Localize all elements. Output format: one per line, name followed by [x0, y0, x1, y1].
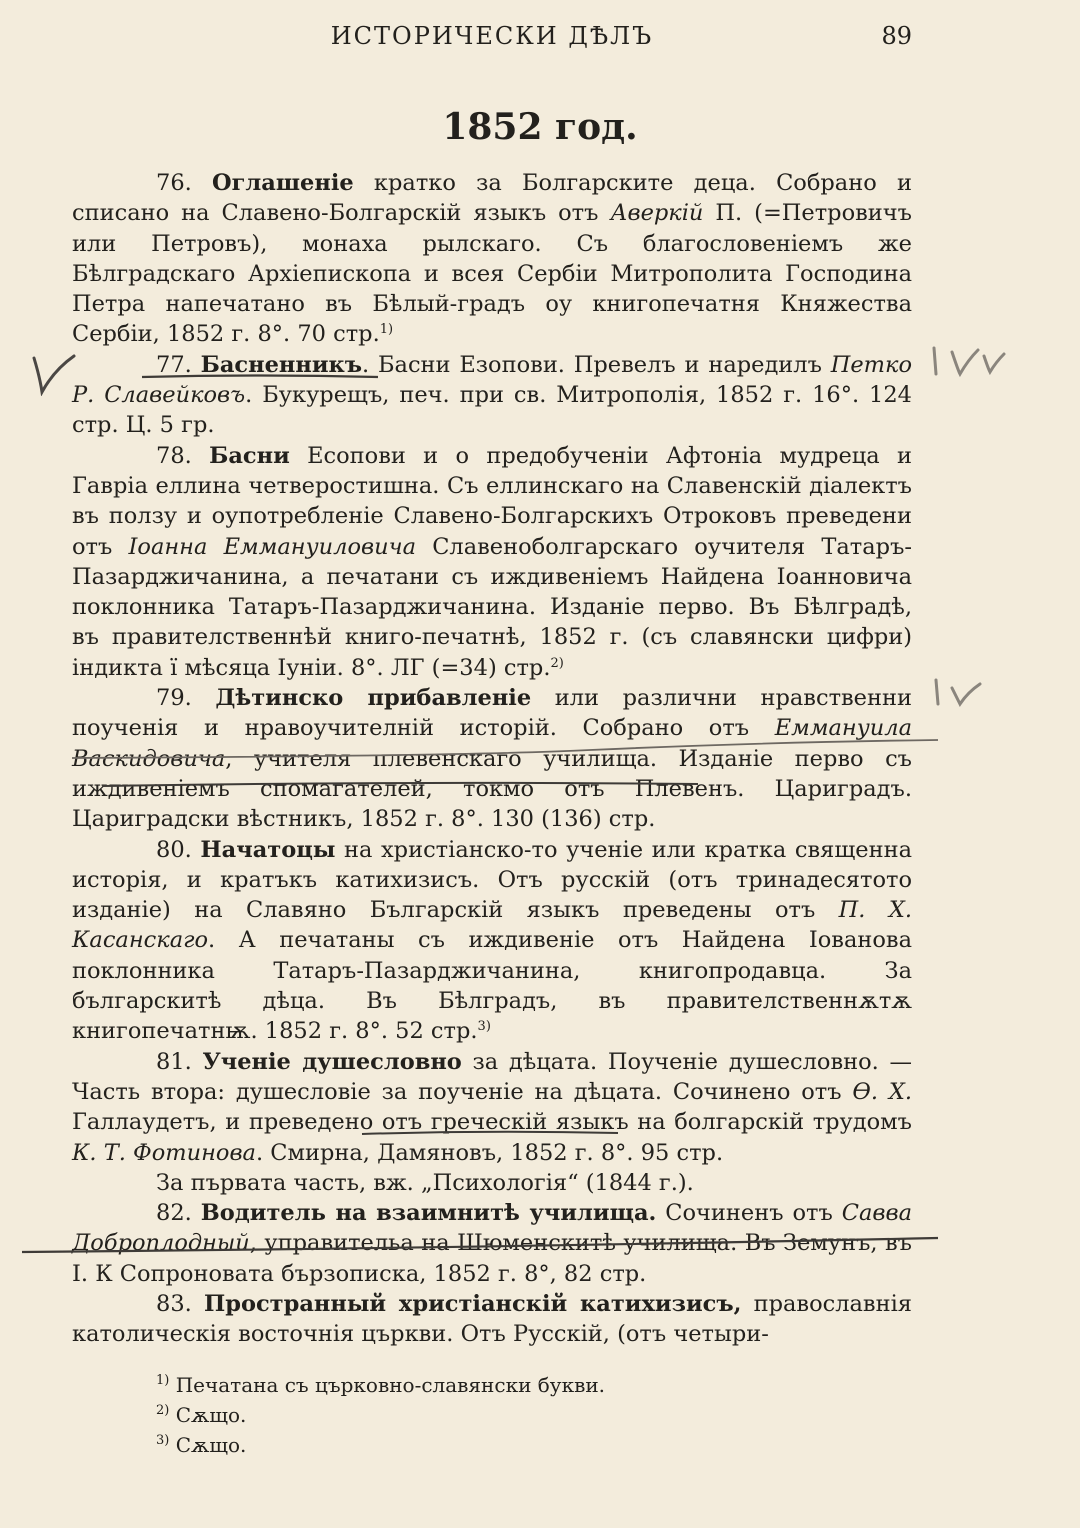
entry-number: 78.: [156, 442, 192, 469]
entry-81-note: За първата часть, вж. „Психологія“ (1844 г.).: [156, 1169, 694, 1196]
entry-text: Славеноболгарскаго оучителя Татаръ-Пазарджичанина, а печатани съ иждивеніемъ Найдена Іоанновича поклонника Татаръ-Пазарджичанина. Изданіе перво. Въ Бѣлградѣ, въ правителственнѣй книго-печатнѣ, 1852 г. (съ славянски цифри) індикта ї мѣсяца Іуніи. 8°. ЛГ (=34) стр.: [72, 533, 912, 681]
entry-text: . Смирна, Дамяновъ, 1852 г. 8°. 95 стр.: [255, 1139, 724, 1166]
footnote-ref: 2): [550, 655, 564, 671]
entry-title: Басненникъ: [200, 351, 363, 378]
entry-text: Есопови и о предобученіи Афтоніа мудреца и Гавріа еллина четверостишна. Съ еллинскаго на Славенскій діалектъ въ ползу и оупотребленіе Славено-Болгарскихъ Отроковъ преведени отъ: [72, 442, 912, 560]
entry-author: К. Т. Фотинова: [72, 1139, 256, 1166]
entry-76: [72, 168, 912, 350]
entry-number: 81.: [156, 1048, 192, 1075]
pencil-tick-marks-icon: [930, 676, 990, 710]
entry-text: , управительа на Шюменскитѣ училища. Въ Земунъ, въ І. К Сопроновата бързописка, 1852 г. 8°, 82 стр.: [72, 1230, 912, 1287]
pencil-underline-icon: [70, 736, 940, 762]
footnote-text: Сѫщо.: [175, 1433, 247, 1457]
footnote-1: [156, 1370, 916, 1400]
entry-number: 82.: [156, 1200, 192, 1227]
entry-title: Водитель на взаимнитѣ училища.: [200, 1200, 657, 1227]
page-header: [72, 20, 912, 60]
footnotes: [156, 1370, 916, 1460]
pencil-underline-icon: [360, 1128, 620, 1140]
entry-text: или различни нравственни поученія и нравоучителній исторій. Собрано отъ: [72, 685, 912, 742]
entry-number: 80.: [156, 836, 192, 863]
entry-78: [72, 441, 912, 683]
entry-title: Дѣтинско прибавленіе: [215, 685, 532, 712]
entry-author: Савва Доброплодный: [72, 1200, 912, 1257]
entry-number: 76.: [156, 170, 192, 196]
entry-author: Еммануила Васкидовича: [72, 715, 912, 772]
footnote-ref: 1): [379, 322, 394, 338]
footnote-ref: 3): [477, 1019, 491, 1035]
entry-number: 79.: [156, 685, 192, 712]
pencil-tick-marks-icon: [928, 344, 1008, 380]
entry-author: П. Х. Касанскаго: [72, 897, 912, 954]
pencil-underline-icon: [20, 1234, 940, 1256]
page-number: 89: [881, 22, 912, 50]
entry-title: Оглашеніе: [212, 170, 354, 196]
entry-text: . А печатаны съ иждивеніе отъ Найдена Іованова поклонника Татаръ-Пазарджичанина, книгопродавца. За българскитѣ дѣца. Въ Бѣлградъ, въ правителственнѫтѫ книгопечатнѭ. 1852 г. 8°. 52 стр.: [72, 927, 912, 1045]
pencil-underline-icon: [140, 372, 380, 382]
entry-text: . Букурещъ, печ. при св. Митрополія, 1852 г. 16°. 124 стр. Ц. 5 гр.: [72, 382, 912, 439]
footnote-2: [156, 1400, 916, 1430]
footnote-mark: 1): [156, 1373, 170, 1388]
footnote-mark: 2): [156, 1403, 170, 1418]
entry-77: [72, 350, 912, 441]
running-title: ИСТОРИЧЕСКИ ДѢЛЪ: [330, 22, 654, 50]
footnote-3: [156, 1430, 916, 1460]
entry-number: 83.: [156, 1290, 192, 1317]
footnote-mark: 3): [156, 1433, 170, 1448]
entry-author: Ѳ. Х.: [852, 1078, 913, 1105]
entry-text: за дѣцата. Поученіе душесловно. — Часть втора: душесловіе за поученіе на дѣцата. Сочинено отъ: [72, 1048, 913, 1105]
entry-title: Начатоцы: [200, 836, 336, 863]
entry-title: Ученіе душесловно: [202, 1048, 462, 1075]
entry-title: Пространный христіанскій катихизисъ,: [203, 1290, 742, 1317]
entry-text: Сочиненъ отъ: [656, 1200, 842, 1227]
pencil-strikethrough-icon: [100, 778, 700, 790]
entry-80: [72, 835, 912, 1047]
entry-text: , учителя плевенскаго училища. Изданіе перво съ иждивеніемъ спомагателей, токмо отъ Плевенъ. Цариградъ. Цариградски вѣстникъ, 1852 г. 8°. 130 (136) стр.: [72, 745, 912, 833]
entry-text: на христіанско-то ученіе или кратка священна исторія, и кратъкъ катихизисъ. Отъ русскій (отъ тринадесятото изданіе) на Славяно Българскій языкъ преведены отъ: [72, 836, 912, 924]
pencil-checkmark-icon: [30, 352, 80, 396]
entry-text: кратко за Болгарските деца. Собрано и списано на Славено-Болгарскій языкъ отъ: [72, 170, 912, 227]
entry-text: Галлаудетъ, и преведено отъ греческій языкъ на болгарскій трудомъ: [72, 1109, 912, 1136]
year-heading: 1852 год.: [442, 106, 638, 148]
entry-author: Петко Р. Славейковъ: [72, 351, 912, 409]
entry-text: П. (=Петровичъ или Петровъ), монаха рылскаго. Съ благословеніемъ же Бѣлградскаго Архіепископа и всея Сербіи Митрополита Господина Петра напечатано въ Бѣлый-градъ оу книгопечатня Княжества Сербіи, 1852 г. 8°. 70 стр.: [72, 200, 912, 348]
entry-number: 77.: [156, 351, 192, 378]
entry-author: Іоанна Еммануиловича: [128, 533, 417, 560]
entry-83: [72, 1289, 912, 1350]
entry-title: Басни: [209, 442, 290, 469]
entry-81: [72, 1047, 912, 1168]
footnote-text: Печатана съ църковно-славянски букви.: [175, 1373, 606, 1397]
entry-text: . Басни Езопови. Превелъ и наредилъ: [362, 351, 831, 378]
entry-author: Аверкій: [610, 200, 704, 227]
entry-text: православнія католическія восточнія църкви. Отъ Русскій, (отъ четыри-: [72, 1290, 912, 1348]
footnote-text: Сѫщо.: [175, 1403, 247, 1427]
